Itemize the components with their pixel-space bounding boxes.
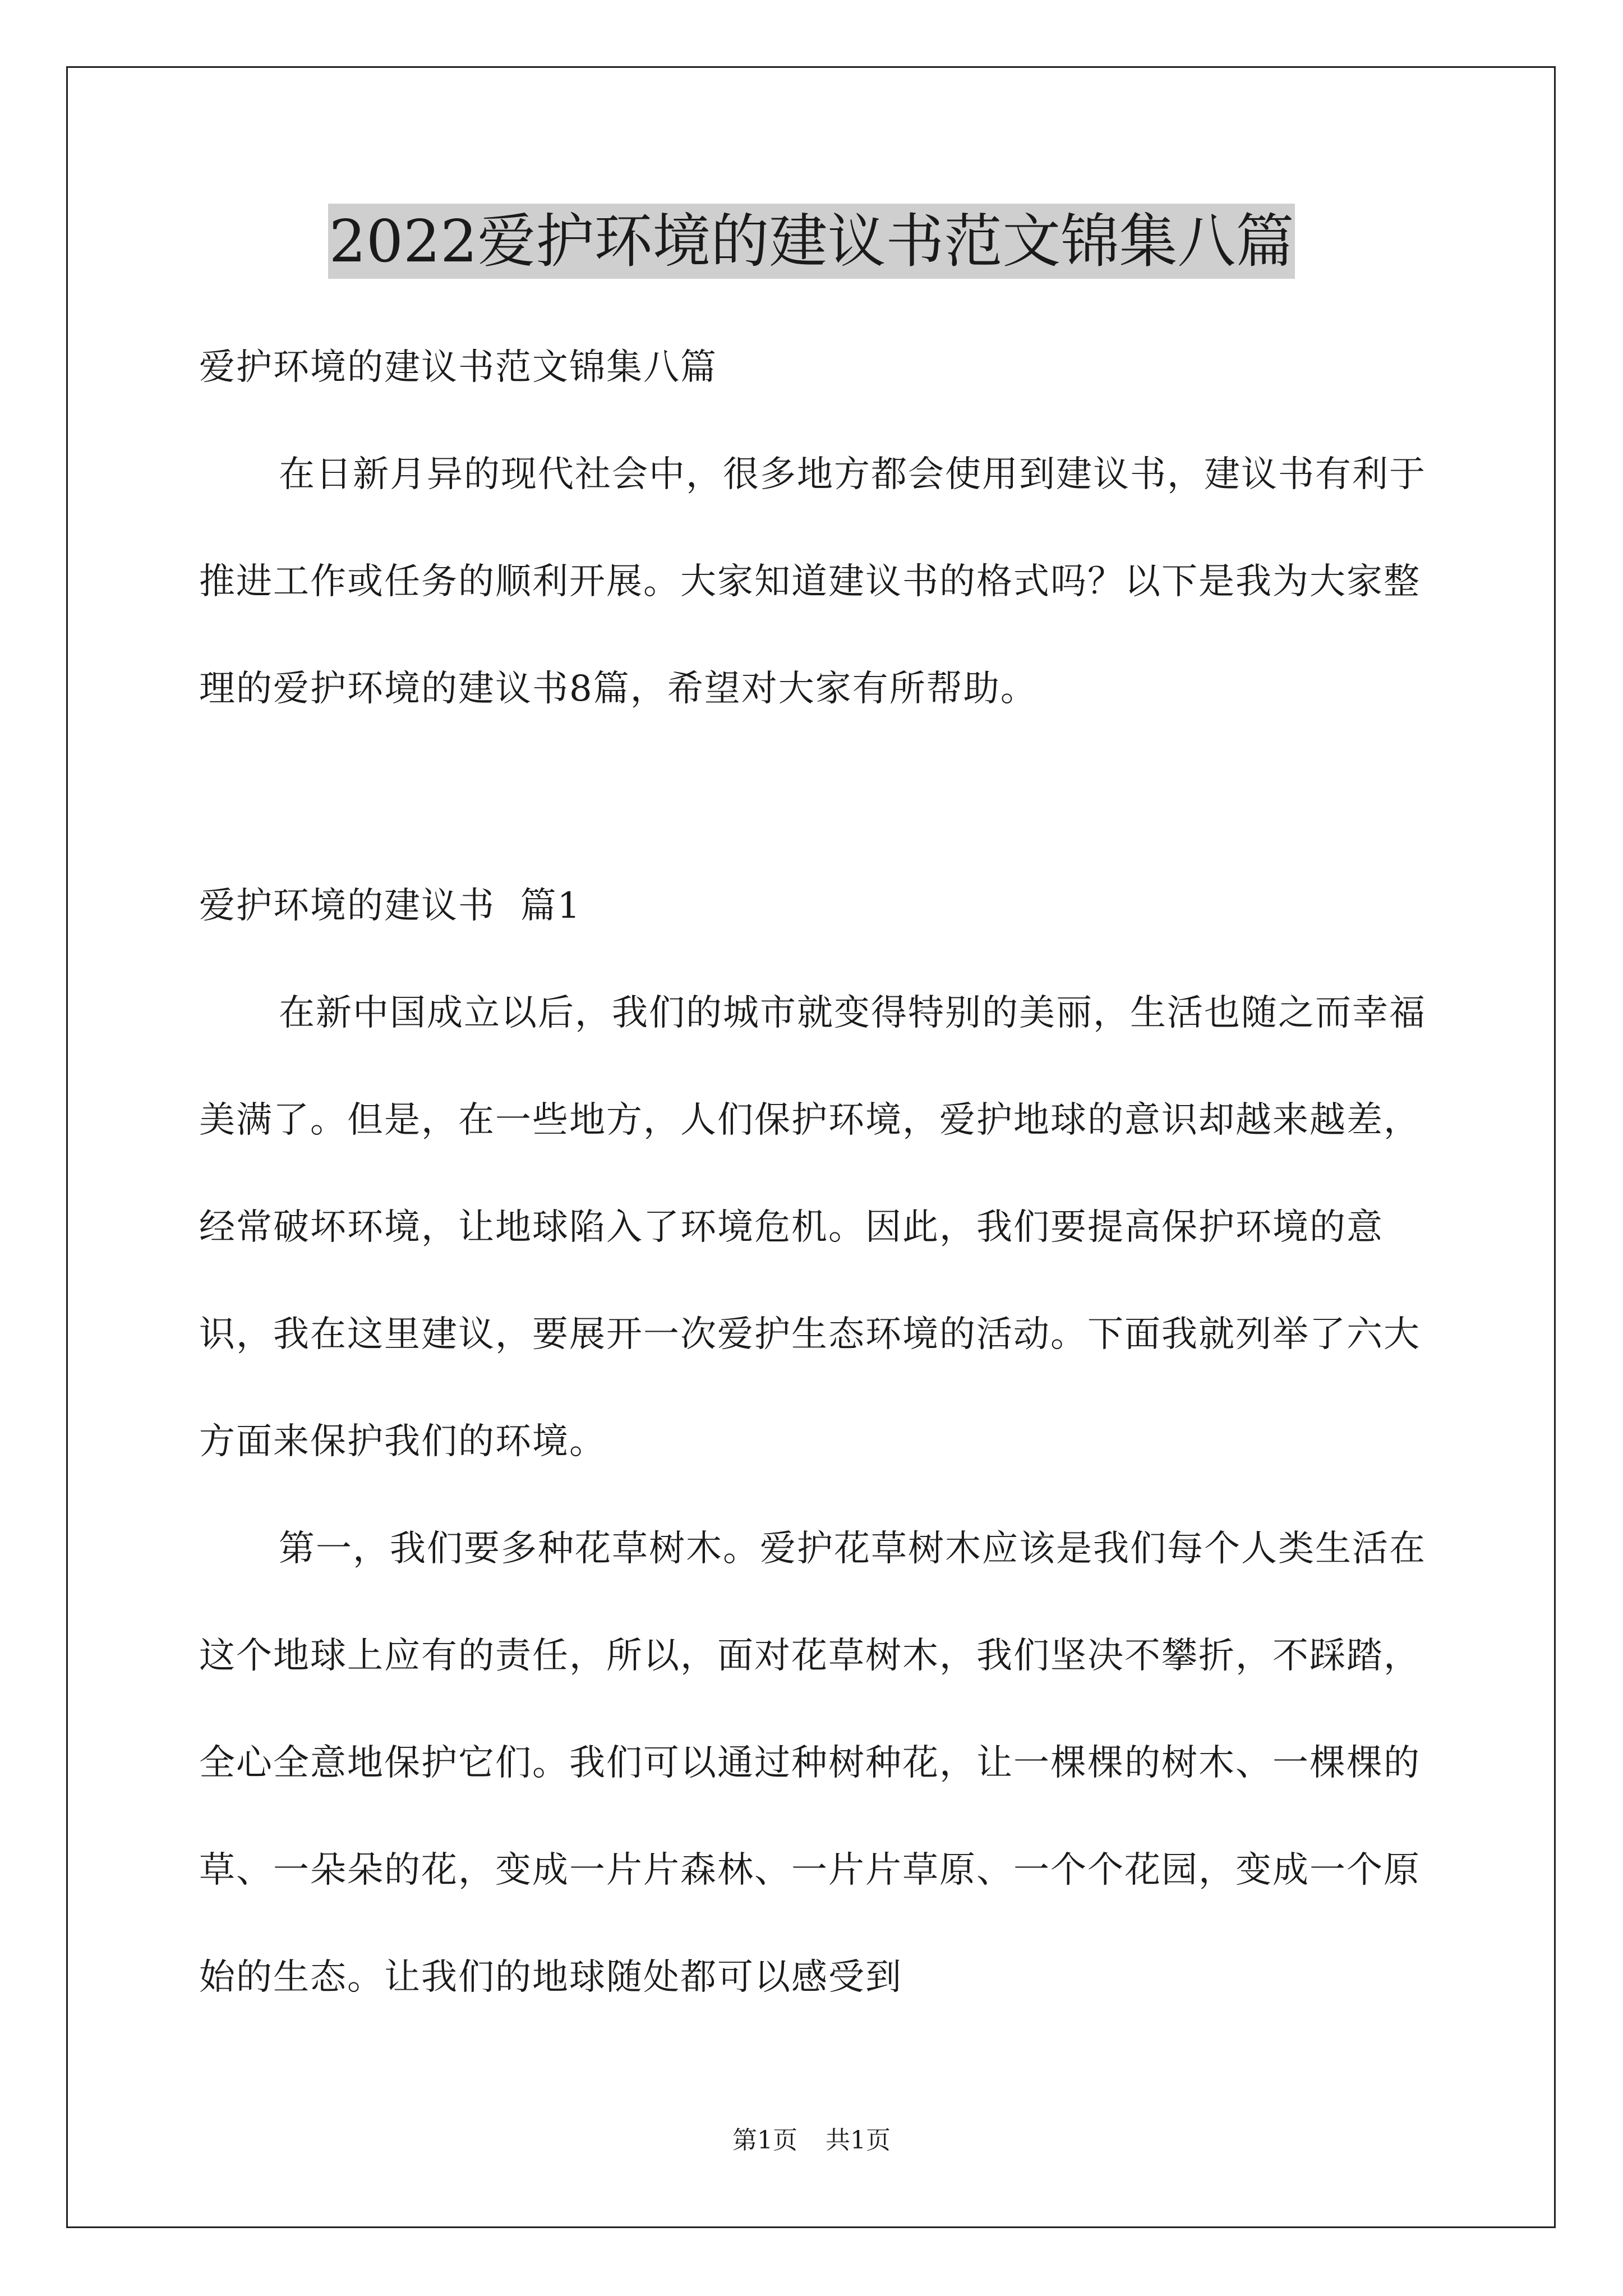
intro-paragraph: 在日新月异的现代社会中，很多地方都会使用到建议书，建议书有利于推进工作或任务的顺利开展。大家知道建议书的格式吗？以下是我为大家整理的爱护环境的建议书8篇，希望对大家有所帮助。: [199, 454, 1426, 710]
section-heading: 爱护环境的建议书 篇1: [199, 885, 582, 927]
document-title: [0, 202, 1623, 280]
page-number: 第1页: [732, 2126, 797, 2155]
document-body: [199, 314, 1433, 2031]
title-text: 2022爱护环境的建议书范文锦集八篇: [328, 204, 1295, 279]
body-paragraph: 第一，我们要多种花草树木。爱护花草树木应该是我们每个人类生活在这个地球上应有的责任，所以，面对花草树木，我们坚决不攀折，不踩踏，全心全意地保护它们。我们可以通过种树种花，让一棵棵的树木、一棵棵的草、一朵朵的花，变成一片片森林、一片片草原、一个个花园，变成一个原始的生态。让我们的地球随处都可以感受到: [199, 1528, 1426, 1998]
body-paragraph: 在新中国成立以后，我们的城市就变得特别的美丽，生活也随之而幸福美满了。但是，在一些地方，人们保护环境，爱护地球的意识却越来越差，经常破坏环境，让地球陷入了环境危机。因此，我们要提高保护环境的意识，我在这里建议，要展开一次爱护生态环境的活动。下面我就列举了六大方面来保护我们的环境。: [199, 992, 1426, 1462]
page-footer: [0, 2124, 1623, 2157]
subtitle: 爱护环境的建议书范文锦集八篇: [199, 347, 717, 388]
page-total: 共1页: [826, 2126, 891, 2155]
